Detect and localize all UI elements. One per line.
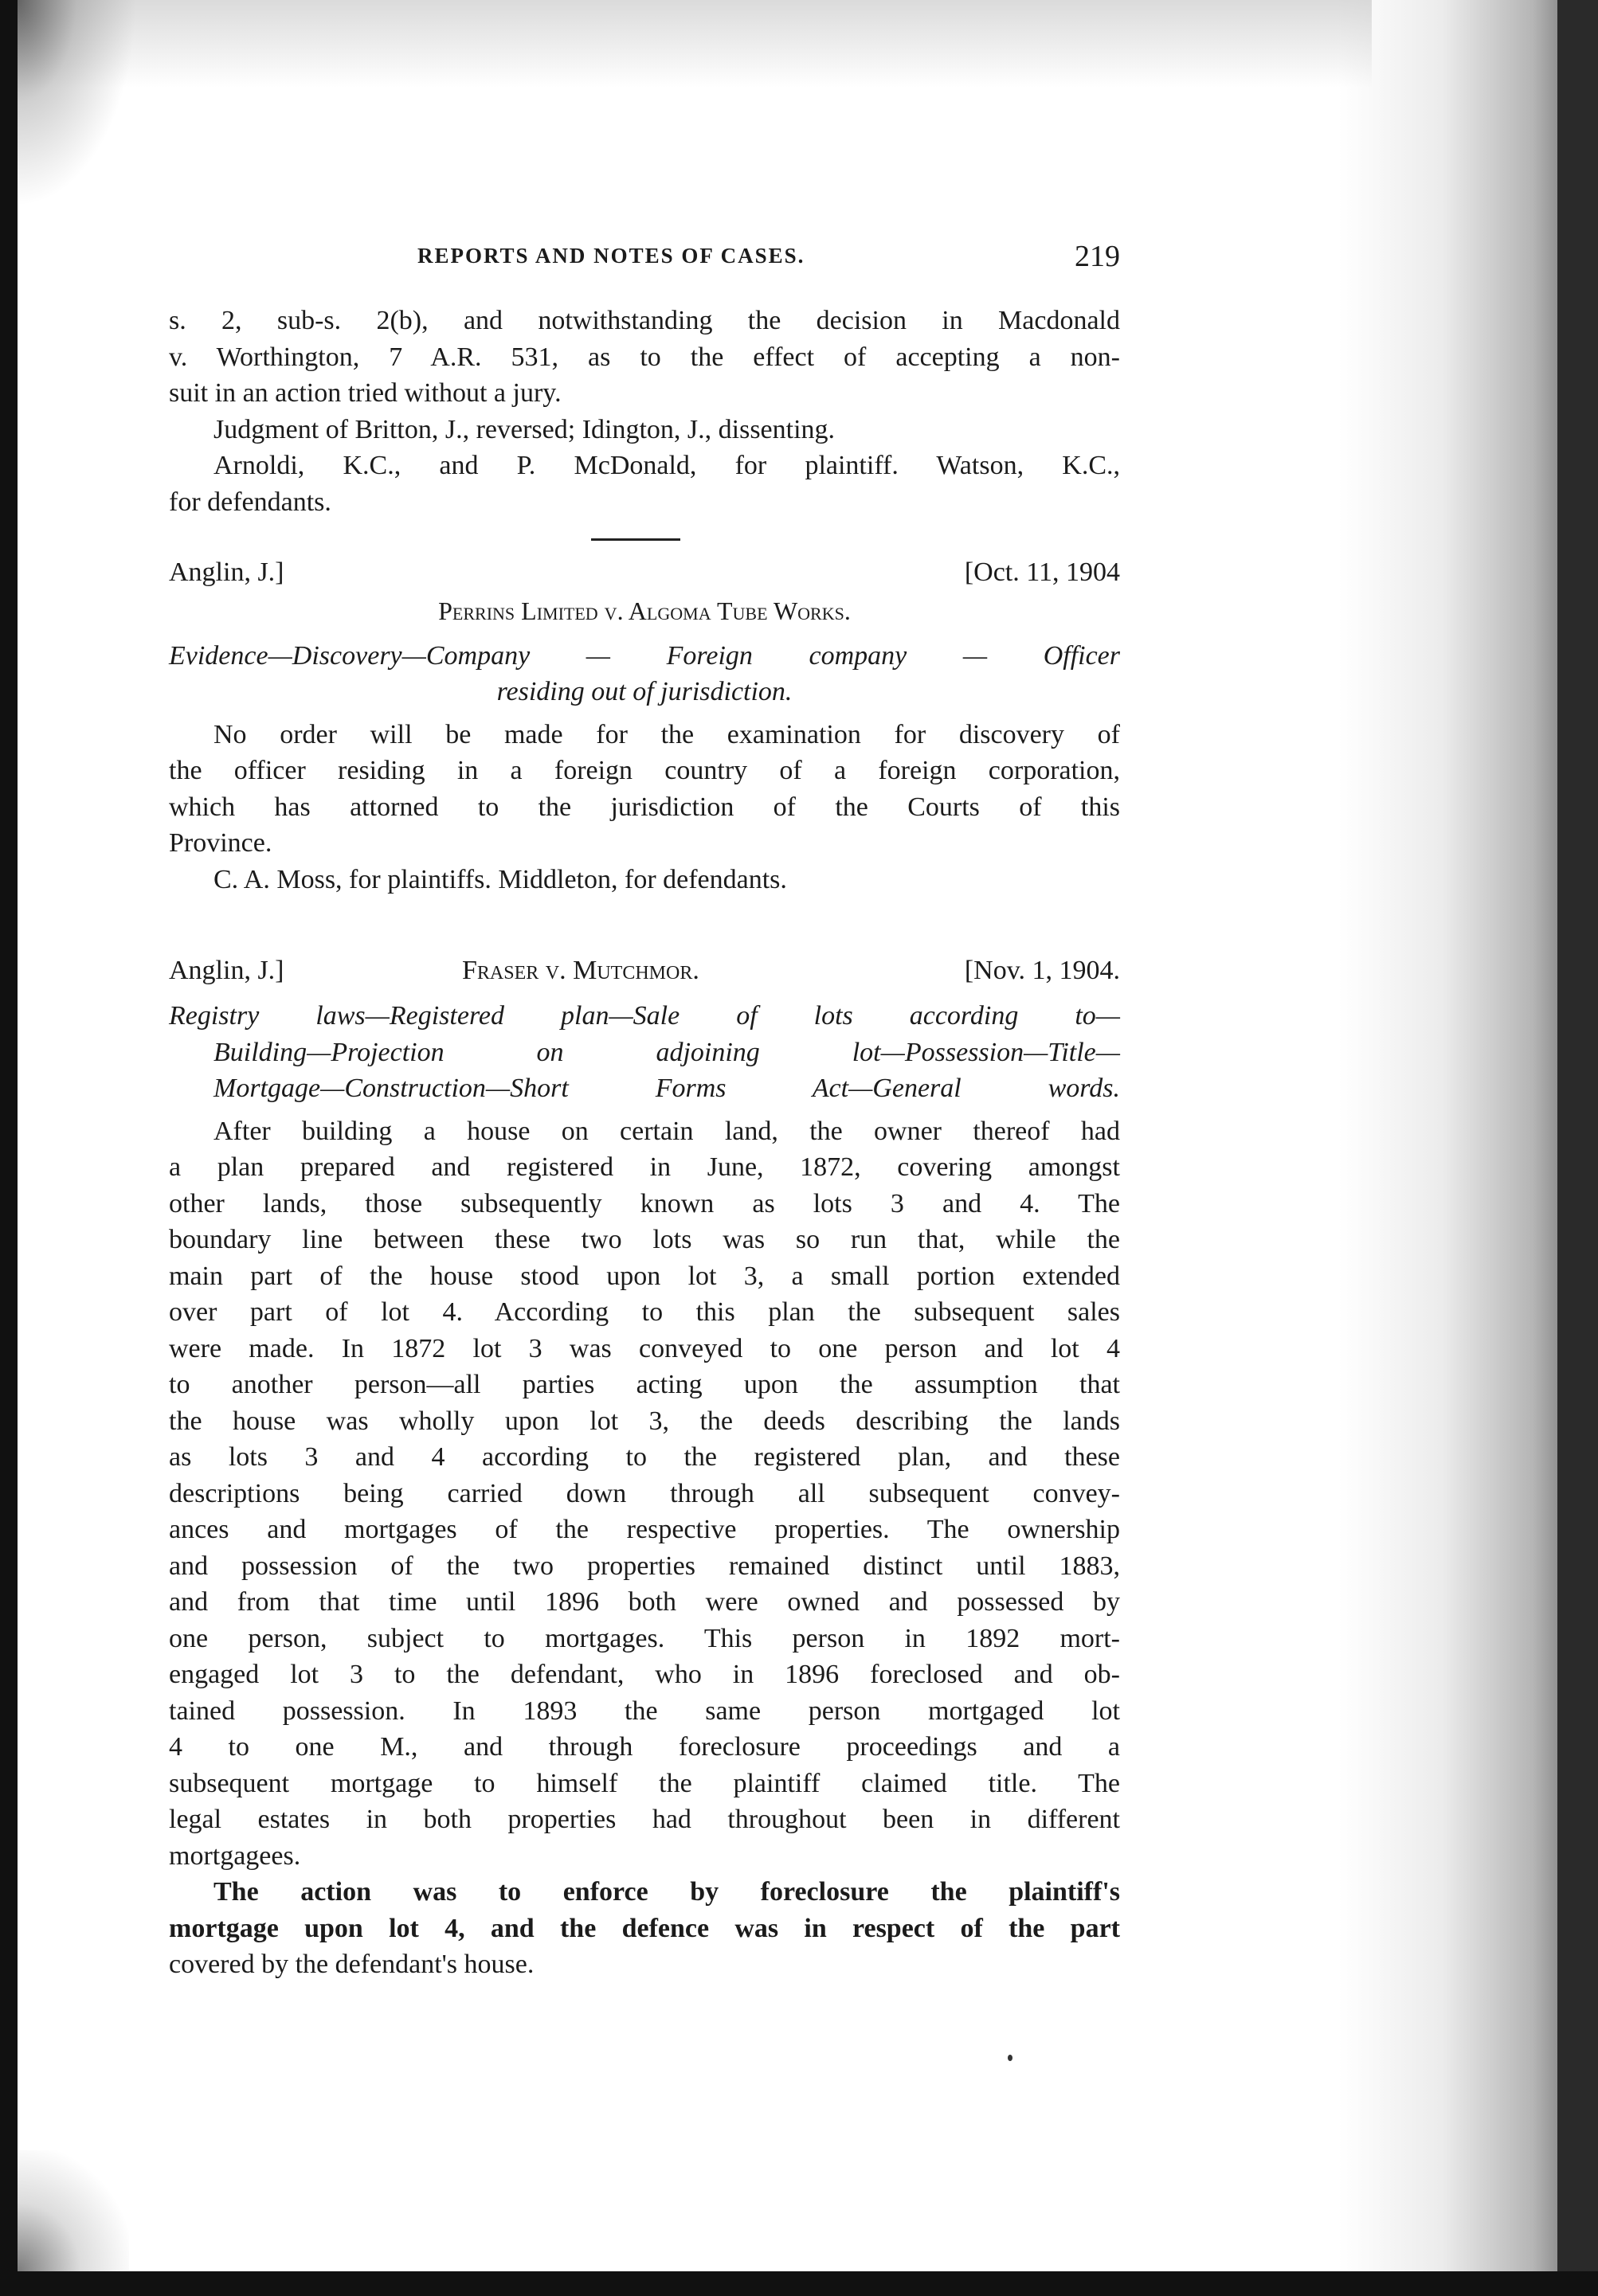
case3-catchwords [169, 998, 1120, 1107]
text-line: mortgagees. [169, 1840, 301, 1871]
counsel-line: for defendants. [169, 487, 331, 517]
text-line: a plan prepared and registered in June, 1872, covering amongst [169, 1152, 1120, 1182]
counsel-line: Arnoldi, K.C., and P. McDonald, for plaintiff. Watson, K.C., [213, 451, 1120, 480]
text-line: and possession of the two properties remained distinct until 1883, [169, 1551, 1120, 1581]
text-line: v. Worthington, 7 A.R. 531, as to the effect of accepting a non- [169, 342, 1120, 372]
case3-caption-row [169, 956, 1120, 992]
text-line: ances and mortgages of the respective properties. The ownership [169, 1515, 1120, 1544]
text-line: were made. In 1872 lot 3 was conveyed to one person and lot 4 [169, 1333, 1120, 1363]
case3-judge: Anglin, J.] [169, 956, 284, 985]
text-line: as lots 3 and 4 according to the registered plan, and these [169, 1442, 1120, 1472]
text-line: over part of lot 4. According to this plan the subsequent sales [169, 1297, 1120, 1327]
catchword-line: Registry laws—Registered plan—Sale of lots according to— [169, 1001, 1120, 1031]
text-line: No order will be made for the examination for discovery of [213, 719, 1120, 749]
text-line: mortgage upon lot 4, and the defence was in respect of the part [169, 1913, 1120, 1943]
catchword-line: Building—Projection on adjoining lot—Possession—Title— [213, 1037, 1120, 1067]
case2-title: Perrins Limited v. Algoma Tube Works. [438, 596, 851, 625]
case2 [169, 557, 1120, 898]
scan-edge-left [0, 0, 18, 2296]
page-number: 219 [1075, 240, 1120, 273]
text-line: the house was wholly upon lot 3, the deeds describing the lands [169, 1406, 1120, 1436]
text-line: 4 to one M., and through foreclosure proceedings and a [169, 1732, 1120, 1762]
section-rule [591, 538, 680, 541]
case3-date: [Nov. 1, 1904. [964, 956, 1120, 985]
scan-speckle-bottom-left [18, 2150, 129, 2271]
text-line: one person, subject to mortgages. This person in 1892 mort- [169, 1623, 1120, 1653]
case2-catchwords: Evidence—Discovery—Company — Foreign company — Officer [169, 640, 1120, 671]
scan-speckle-top-left [18, 0, 137, 207]
case2-catchwords: residing out of jurisdiction. [496, 677, 793, 706]
text-line: tained possession. In 1893 the same person mortgaged lot [169, 1696, 1120, 1726]
case2-counsel: C. A. Moss, for plaintiffs. Middleton, for defendants. [213, 864, 787, 894]
text-line: and from that time until 1896 both were owned and possessed by [169, 1587, 1120, 1617]
text-line: boundary line between these two lots was so run that, while the [169, 1225, 1120, 1254]
text-line: main part of the house stood upon lot 3, a small portion extended [169, 1261, 1120, 1291]
text-line: subsequent mortgage to himself the plaintiff claimed title. The [169, 1768, 1120, 1798]
catchword-line: Mortgage—Construction—Short Forms Act—General words. [213, 1074, 1120, 1103]
text-line: Province. [169, 828, 272, 858]
text-line: legal estates in both properties had throughout been in different [169, 1805, 1120, 1834]
text-line: The action was to enforce by foreclosure the plaintiff's [213, 1877, 1120, 1907]
running-head [169, 239, 1120, 279]
text-line: which has attorned to the jurisdiction of the Courts of this [169, 792, 1120, 822]
scan-shadow-top [18, 0, 1372, 88]
scan-edge-bottom [0, 2271, 1598, 2296]
case3 [169, 956, 1120, 1983]
case3-body [169, 1113, 1120, 1983]
text-line: s. 2, sub-s. 2(b), and notwithstanding the decision in Macdonald [169, 306, 1120, 335]
running-title: REPORTS AND NOTES OF CASES. [417, 244, 805, 268]
text-line: suit in an action tried without a jury. [169, 378, 562, 408]
judgment-line: Judgment of Britton, J., reversed; Idington, J., dissenting. [213, 414, 836, 444]
ink-speck [1008, 2055, 1012, 2061]
text-line: other lands, those subsequently known as lots 3 and 4. The [169, 1188, 1120, 1218]
text-line: the officer residing in a foreign country of a foreign corporation, [169, 756, 1120, 785]
text-line: descriptions being carried down through all subsequent convey- [169, 1478, 1120, 1508]
text-line: covered by the defendant's house. [169, 1950, 535, 1979]
case1-continuation [169, 303, 1120, 520]
case2-caption-row [169, 557, 1120, 593]
case3-title: Fraser v. Mutchmor. [462, 956, 699, 985]
text-line: engaged lot 3 to the defendant, who in 1896 foreclosed and ob- [169, 1660, 1120, 1689]
case2-date: [Oct. 11, 1904 [964, 557, 1120, 587]
case2-judge: Anglin, J.] [169, 557, 284, 587]
scan-edge-right [1557, 0, 1598, 2296]
text-line: After building a house on certain land, the owner thereof had [213, 1116, 1120, 1146]
text-line: to another person—all parties acting upon the assumption that [169, 1370, 1120, 1399]
case2-body [169, 717, 1120, 898]
